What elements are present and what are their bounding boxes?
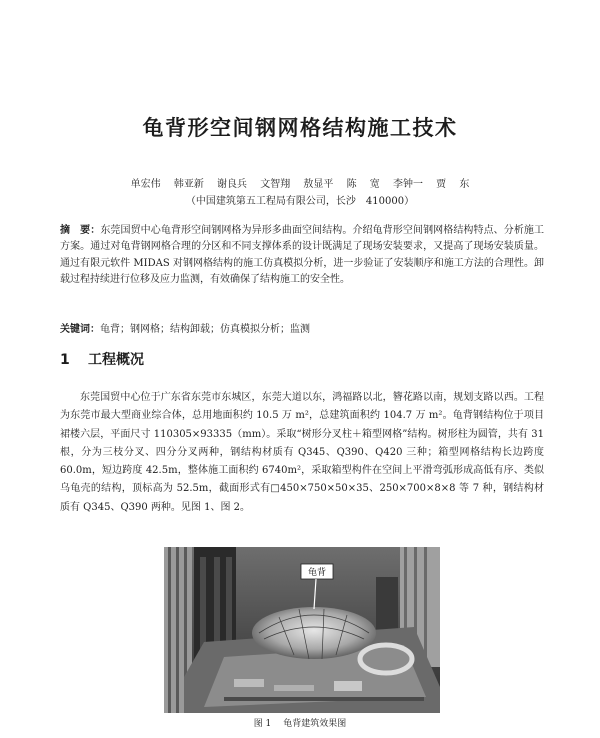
abstract-text: 东莞国贸中心龟背形空间钢网格为异形多曲面空间结构。介绍龟背形空间钢网格结构特点、分析施工方案。通过对龟背钢网格合理的分区和不同支撑体系的设计既满足了现场安装要求，又提高了现场安装质量。通过有限元软件 MIDAS 对钢网格结构的施工仿真模拟分析，进一步验证了安装顺序和施工方法的合理性。卸载过程持续进行位移及应力监测，有效确保了结构施工的安全性。 (60, 225, 545, 285)
author-name: 宽 (369, 179, 380, 190)
body-paragraph: 东莞国贸中心位于广东省东莞市东城区，东莞大道以东，鸿福路以北，簪花路以南，规划支路以西。工程为东莞市最大型商业综合体，总用地面积约 10.5 万 m²，总建筑面积约 104.7 万 m²。龟背钢结构位于项目裙楼六层，平面尺寸 110305×93335（mm）。采取“树形分叉柱＋箱型网格”结构。树形柱为圆管，共有 31 根，分为三枝分叉、四分分叉两种，钢结构材质有 Q345、Q390、Q420 三种；箱型网格结构长边跨度 60.0m，短边跨度 42.5m，整体施工面积约 6740m²，采取箱型构件在空间上平滑弯弧形成高低有序、类似乌龟壳的结构，顶标高为 52.5m，截面形式有□450×750×50×35、250×700×8×8 等 7 种，钢结构材质有 Q345、Q390 两种。见图 1、图 2。 (60, 392, 544, 513)
author-name: 东 (459, 179, 470, 190)
section-title: 工程概况 (88, 352, 144, 368)
author-list (0, 175, 600, 190)
author-name: 贾 (436, 179, 447, 190)
author-name: 陈 (346, 179, 357, 190)
abstract-label: 摘 要： (60, 225, 101, 236)
figure-caption-number: 图 1 (253, 719, 272, 729)
aerial-building-image (164, 547, 440, 713)
author-name: 敖显平 (303, 179, 334, 190)
figure-caption-text: 龟背建筑效果图 (283, 719, 347, 729)
figure-label: 龟背 (307, 568, 327, 578)
author-name: 谢良兵 (217, 179, 248, 190)
figure-caption (0, 716, 600, 729)
keywords-label: 关键词： (60, 324, 100, 335)
author-name: 李钟一 (392, 179, 423, 190)
keywords (60, 320, 544, 335)
affiliation: （中国建筑第五工程局有限公司，长沙 410000） (185, 196, 415, 207)
paper-title: 龟背形空间钢网格结构施工技术 (142, 116, 458, 140)
section-number: 1 (60, 352, 70, 368)
author-name: 韩亚新 (173, 179, 204, 190)
keywords-text: 龟背；钢网格；结构卸载；仿真模拟分析；监测 (100, 324, 310, 335)
abstract (60, 223, 544, 288)
figure-photo (164, 547, 440, 713)
author-name: 文智翔 (260, 179, 291, 190)
author-name: 单宏伟 (130, 179, 161, 190)
section-heading (60, 349, 144, 369)
